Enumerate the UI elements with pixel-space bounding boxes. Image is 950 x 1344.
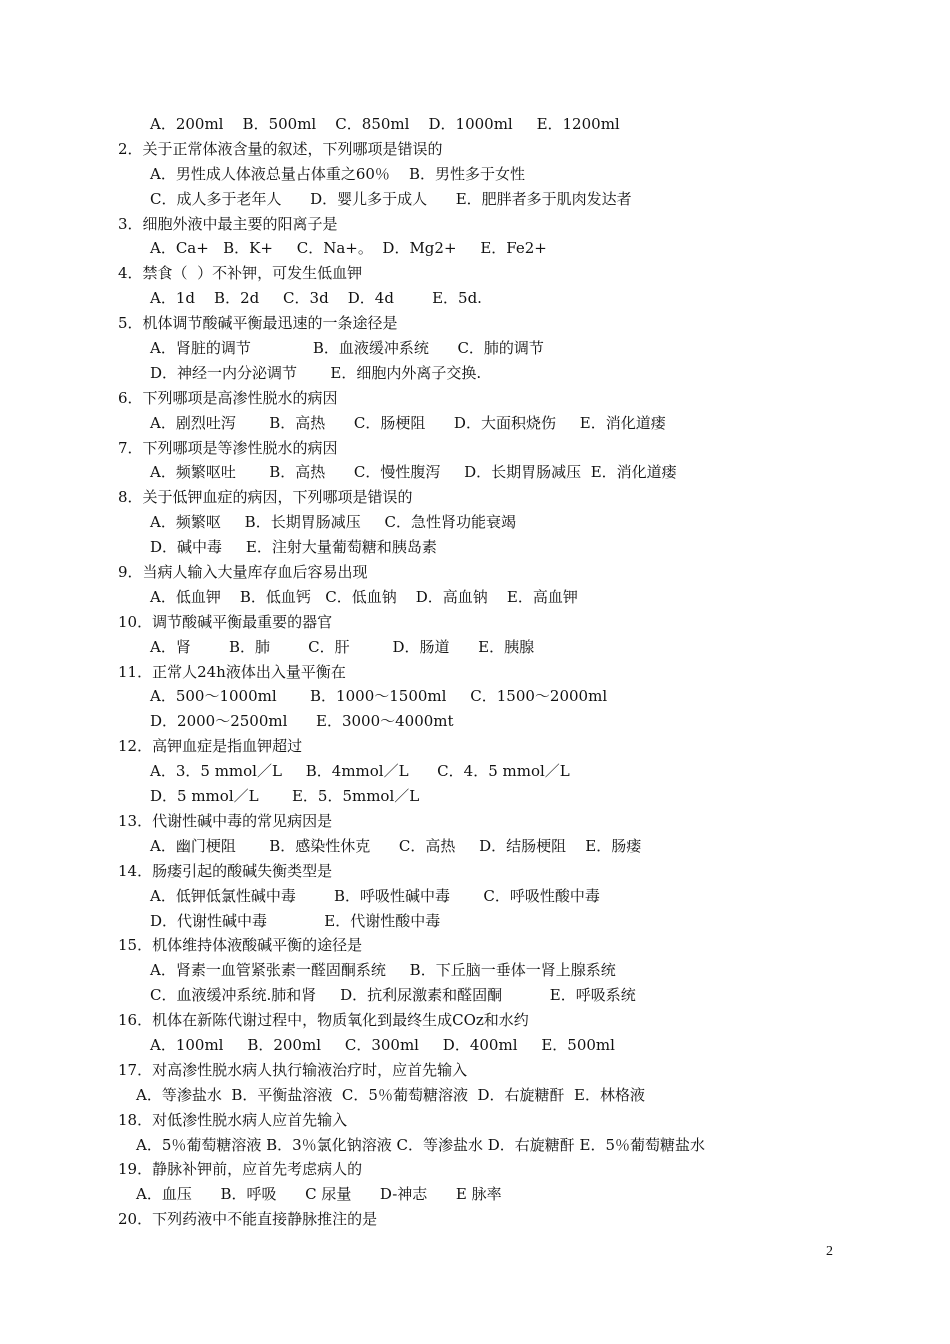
question-stem: 3．细胞外液中最主要的阳离子是 bbox=[118, 214, 338, 233]
answer-options: A．频繁呕 B．长期胃肠减压 C．急性肾功能衰竭 bbox=[150, 513, 517, 532]
answer-options: A．100ml B．200ml C．300ml D．400ml E．500ml bbox=[150, 1035, 615, 1054]
answer-options: D．代谢性碱中毒 E．代谢性酸中毒 bbox=[150, 911, 441, 930]
question-stem: 11．正常人24h液体出入量平衡在 bbox=[118, 662, 346, 681]
question-stem: 13．代谢性碱中毒的常见病因是 bbox=[118, 811, 333, 830]
answer-options: A．500～1000ml B．1000～1500ml C．1500～2000ml bbox=[150, 687, 608, 706]
question-stem: 8．关于低钾血症的病因，下列哪项是错误的 bbox=[118, 488, 413, 507]
question-stem: 10．调节酸碱平衡最重要的器官 bbox=[118, 612, 333, 631]
answer-options: A．剧烈吐泻 B．高热 C．肠梗阻 D．大面积烧伤 E．消化道瘘 bbox=[150, 413, 666, 432]
question-stem: 19．静脉补钾前，应首先考虑病人的 bbox=[118, 1160, 363, 1179]
question-stem: 20．下列药液中不能直接静脉推注的是 bbox=[118, 1210, 378, 1229]
answer-options: C．成人多于老年人 D．婴儿多于成人 E．肥胖者多于肌肉发达者 bbox=[150, 189, 632, 208]
answer-options: A．200ml B．500ml C．850ml D．1000ml E．1200ml bbox=[150, 115, 620, 133]
answer-options: A．频繁呕吐 B．高热 C．慢性腹泻 D．长期胃肠减压 E．消化道瘘 bbox=[150, 463, 677, 482]
answer-options: D．碱中毒 E．注射大量葡萄糖和胰岛素 bbox=[150, 538, 437, 557]
question-stem: 12．高钾血症是指血钾超过 bbox=[118, 737, 303, 756]
answer-options: A．低钾低氯性碱中毒 B．呼吸性碱中毒 C．呼吸性酸中毒 bbox=[150, 886, 600, 905]
question-stem: 6．下列哪项是高渗性脱水的病因 bbox=[118, 388, 338, 407]
answer-options: A．幽门梗阻 B．感染性休克 C．高热 D．结肠梗阻 E．肠瘘 bbox=[150, 836, 642, 855]
answer-options: A．肾脏的调节 B．血液缓冲系统 C．肺的调节 bbox=[150, 339, 544, 358]
page-number: 2 bbox=[826, 1244, 833, 1259]
answer-options: A．等渗盐水 B．平衡盐溶液 C．5％葡萄糖溶液 D．右旋糖酐 E．林格液 bbox=[136, 1085, 645, 1104]
answer-options: A．血压 B．呼吸 C 尿量 D-神志 E 脉率 bbox=[136, 1185, 502, 1204]
question-stem: 7．下列哪项是等渗性脱水的病因 bbox=[118, 438, 338, 457]
question-stem: 2．关于正常体液含量的叙述，下列哪项是错误的 bbox=[118, 139, 443, 158]
question-stem: 5．机体调节酸碱平衡最迅速的一条途径是 bbox=[118, 314, 398, 333]
question-stem: 16．机体在新陈代谢过程中，物质氧化到最终生成COz和水约 bbox=[118, 1011, 529, 1030]
question-stem: 18．对低渗性脱水病人应首先输入 bbox=[118, 1110, 348, 1129]
question-stem: 9．当病人输入大量库存血后容易出现 bbox=[118, 563, 368, 582]
answer-options: A．5％葡萄糖溶液 B．3％氯化钠溶液 C．等渗盐水 D．右旋糖酐 E．5％葡萄糖盐水 bbox=[136, 1135, 706, 1154]
answer-options: C．血液缓冲系统.肺和肾 D．抗利尿激素和醛固酮 E．呼吸系统 bbox=[150, 986, 636, 1005]
answer-options: A．肾 B．肺 C．肝 D．肠道 E．胰腺 bbox=[150, 637, 535, 656]
question-stem: 4．禁食（ ）不补钾，可发生低血钾 bbox=[118, 264, 363, 283]
answer-options: A．男性成人体液总量占体重之60％ B．男性多于女性 bbox=[150, 164, 526, 183]
answer-options: A．1d B．2d C．3d D．4d E．5d. bbox=[150, 289, 482, 308]
answer-options: D．5 mmol／L E．5．5mmol／L bbox=[150, 787, 420, 806]
answer-options: A．低血钾 B．低血钙 C．低血钠 D．高血钠 E．高血钾 bbox=[150, 587, 578, 606]
answer-options: D．神经一内分泌调节 E．细胞内外离子交换. bbox=[150, 363, 482, 382]
answer-options: D．2000～2500ml E．3000～4000mt bbox=[150, 712, 454, 731]
answer-options: A．Ca+ B．K+ C．Na+。 D．Mg2+ E．Fe2+ bbox=[150, 239, 547, 258]
answer-options: A．肾素一血管紧张素一醛固酮系统 B．下丘脑一垂体一肾上腺系统 bbox=[150, 961, 616, 980]
answer-options: A．3．5 mmol／L B．4mmol／L C．4．5 mmol／L bbox=[150, 762, 570, 781]
question-stem: 15．机体维持体液酸碱平衡的途径是 bbox=[118, 936, 363, 955]
question-list bbox=[118, 112, 898, 1232]
question-stem: 14．肠瘘引起的酸碱失衡类型是 bbox=[118, 861, 333, 880]
question-stem: 17．对高渗性脱水病人执行输液治疗时，应首先输入 bbox=[118, 1060, 468, 1079]
